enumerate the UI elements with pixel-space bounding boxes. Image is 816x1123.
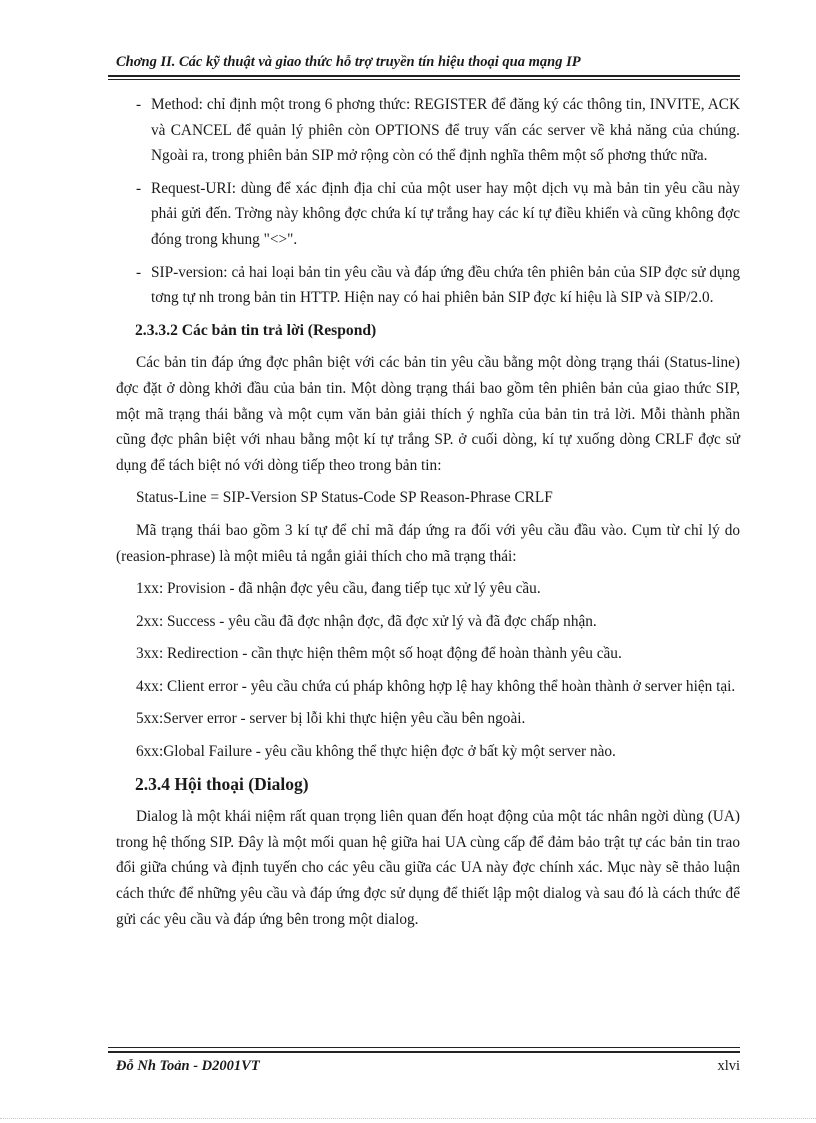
footer-rule-thick: [108, 1051, 740, 1053]
header-rule-thick: [108, 75, 740, 77]
page-number: xlvi: [717, 1058, 740, 1074]
bullet-dash: -: [136, 179, 142, 197]
bullet-dash: -: [136, 263, 142, 281]
bullet-dash: -: [136, 96, 142, 113]
footer-author: Đỗ Nh Toản - D2001VT: [116, 1058, 260, 1074]
status-code-2xx: 2xx: Success - yêu cầu đã đợc nhận đợc, đã đợc xử lý và đã đợc chấp nhận.: [136, 612, 597, 630]
bullet-method: [116, 92, 740, 169]
status-code-1xx: 1xx: Provision - đã nhận đợc yêu cầu, đang tiếp tục xử lý yêu cầu.: [136, 580, 541, 598]
bullet-sip-version: [116, 260, 740, 311]
status-code-3xx: 3xx: Redirection - cần thực hiện thêm một số hoạt động để hoàn thành yêu cầu.: [136, 645, 622, 663]
dialog-paragraph: Dialog là một khái niệm rất quan trọng liên quan đến hoạt động của một tác nhân ngời dùng (UA) trong hệ thống SIP. Đây là một mối quan hệ giữa hai UA cùng cấp để đảm bảo trật tự các bản tin trao đổi giữa chúng và định tuyến cho các yêu cầu giữa các UA này đợc chính xác. Mục này sẽ thảo luận cách thức để những yêu cầu và đáp ứng đợc sử dụng để thiết lập một dialog và sau đó là cách thức để gửi các yêu cầu và đáp ứng bên trong một dialog.: [116, 808, 740, 928]
respond-paragraph-2: Mã trạng thái bao gồm 3 kí tự để chỉ mã đáp ứng ra đối với yêu cầu đầu vào. Cụm từ chỉ lý do (reasion-phrase) là một miêu tả ngắn giải thích cho mã trạng thái:: [116, 521, 740, 565]
page-body: [116, 92, 740, 939]
respond-paragraph-1: Các bản tin đáp ứng đợc phân biệt với các bản tin yêu cầu bằng một dòng trạng thái (Status-line) đợc đặt ở dòng khởi đầu của bản tin. Một dòng trạng thái bao gồm tên phiên bản của giao thức SIP, một mã trạng thái bằng và một cụm văn bản giải thích ý nghĩa của bản tin trả lời. Mỗi thành phần cũng đợc phân biệt với nhau bằng một kí tự trắng SP. ở cuối dòng, kí tự xuống dòng CRLF đợc sử dụng để tách biệt nó với dòng tiếp theo trong bản tin:: [116, 354, 740, 474]
page-header: Chơng II. Các kỹ thuật và giao thức hỗ trợ truyền tín hiệu thoại qua mạng IP: [116, 54, 581, 70]
status-code-5xx: 5xx:Server error - server bị lỗi khi thực hiện yêu cầu bên ngoài.: [136, 710, 526, 728]
bullet-text: SIP-version: cả hai loại bản tin yêu cầu và đáp ứng đều chứa tên phiên bản của SIP đợc sử dụng tơng tự nh trong bản tin HTTP. Hiện nay có hai phiên bản SIP đợc kí hiệu là SIP và SIP/2.0.: [151, 263, 740, 307]
status-line-formula: Status-Line = SIP-Version SP Status-Code SP Reason-Phrase CRLF: [136, 489, 553, 507]
status-code-6xx: 6xx:Global Failure - yêu cầu không thể thực hiện đợc ở bất kỳ một server nào.: [136, 743, 616, 761]
status-code-4xx: 4xx: Client error - yêu cầu chứa cú pháp không hợp lệ hay không thể hoàn thành ở server hiện tại.: [136, 677, 736, 695]
section-heading-respond: 2.3.3.2 Các bản tin trả lời (Respond): [135, 321, 377, 339]
footer-rule-thin: [108, 1047, 740, 1048]
bullet-text: Method: chỉ định một trong 6 phơng thức: REGISTER để đăng ký các thông tin, INVITE, ACK và CANCEL để quản lý phiên còn OPTIONS để truy vấn các server về khả năng của chúng. Ngoài ra, trong phiên bản SIP mở rộng còn có thể định nghĩa thêm một số phơng thức nữa.: [151, 96, 740, 165]
header-rule-thin: [108, 79, 740, 80]
bullet-request-uri: [116, 176, 740, 253]
bullet-text: Request-URI: dùng để xác định địa chỉ của một user hay một dịch vụ mà bản tin yêu cầu này phải gửi đến. Trờng này không đợc chứa kí tự trắng hay các kí tự điều khiển và cũng không đợc đóng trong khung "<>".: [151, 179, 740, 248]
page-edge: [0, 1118, 816, 1119]
section-heading-dialog: 2.3.4 Hội thoại (Dialog): [135, 773, 309, 794]
